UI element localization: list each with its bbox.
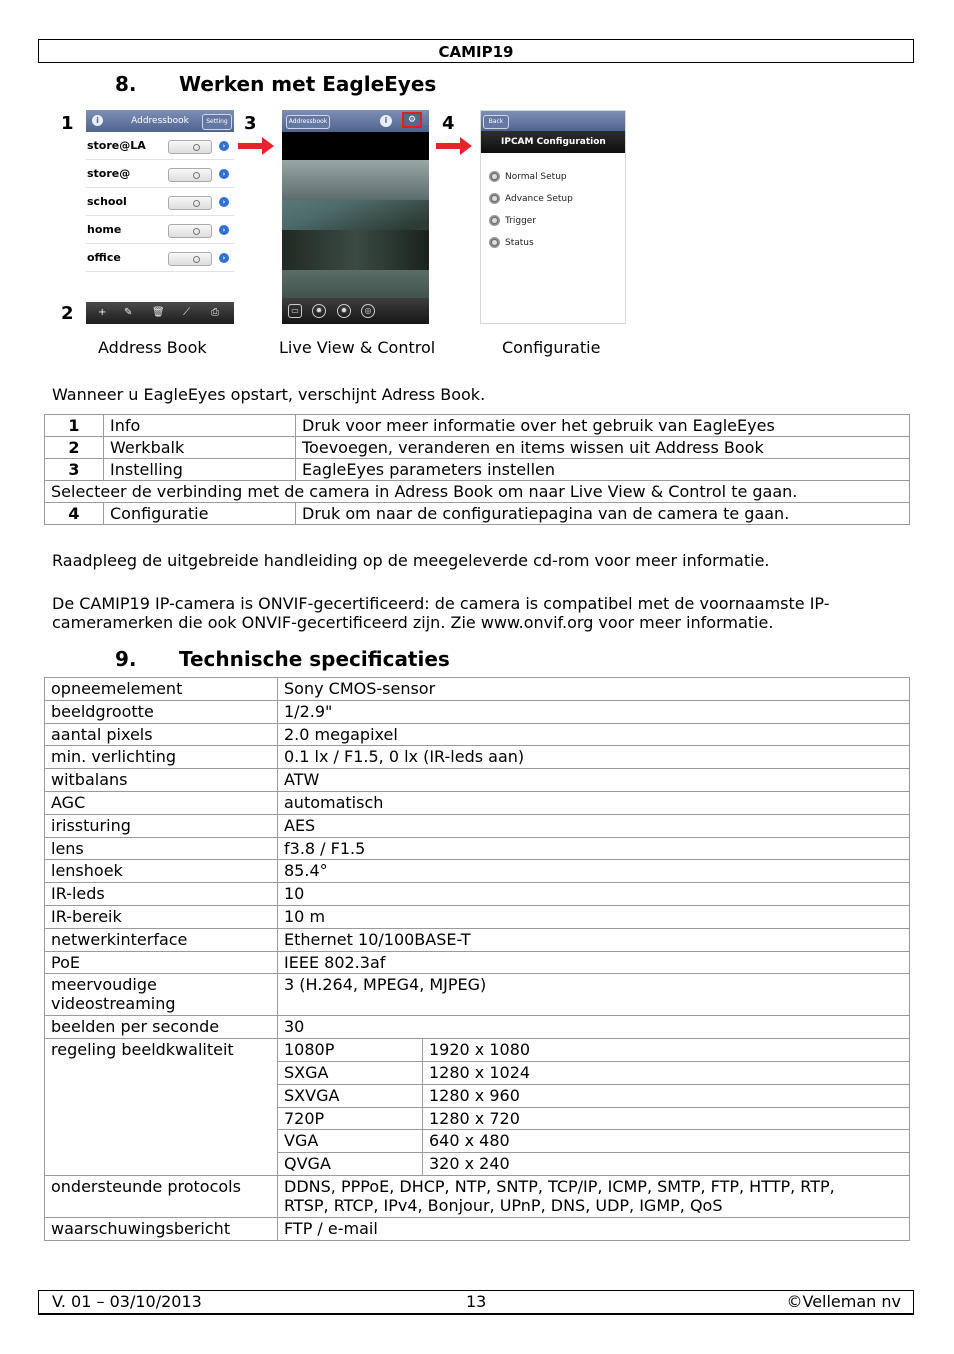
quality-resolution: 320 x 240 <box>423 1153 910 1176</box>
edit-icon[interactable]: ✎ <box>124 307 133 318</box>
table-row <box>45 837 910 860</box>
section-8-heading <box>115 72 436 96</box>
quality-mode: 1080P <box>278 1039 423 1062</box>
spec-label: beelden per seconde <box>45 1016 278 1039</box>
spec-label: witbalans <box>45 769 278 792</box>
print-icon[interactable]: ⎙ <box>211 307 219 318</box>
quality-resolution: 1920 x 1080 <box>423 1039 910 1062</box>
table-row <box>45 928 910 951</box>
table-row <box>45 791 910 814</box>
address-book-entry[interactable] <box>86 132 234 160</box>
live-view-screenshot <box>282 110 429 324</box>
address-book-screenshot <box>86 110 234 324</box>
legend-number: 2 <box>45 437 104 459</box>
entry-toggle[interactable] <box>168 196 212 210</box>
legend-description: Druk om naar de configuratiepagina van de camera te gaan. <box>296 503 910 525</box>
entry-label: store@LA <box>87 139 146 152</box>
table-row <box>45 1016 910 1039</box>
section-title: Technische specificaties <box>179 647 450 671</box>
spec-label: lens <box>45 837 278 860</box>
info-icon[interactable]: i <box>380 115 392 127</box>
config-titlebar <box>481 111 625 131</box>
live-view-toolbar <box>282 298 429 324</box>
spec-value: 2.0 megapixel <box>278 723 910 746</box>
legend-name: Configuratie <box>104 503 296 525</box>
quality-mode: VGA <box>278 1130 423 1153</box>
table-row <box>45 503 910 525</box>
address-book-titlebar <box>86 110 234 132</box>
onvif-paragraph-line-1: De CAMIP19 IP-camera is ONVIF-gecertificeerd: de camera is compatibel met de voornaamste IP- <box>52 594 830 613</box>
page-number: 13 <box>466 1292 487 1311</box>
info-icon[interactable]: i <box>92 115 103 126</box>
manual-paragraph: Raadpleeg de uitgebreide handleiding op de meegeleverde cd-rom voor meer informatie. <box>52 551 770 570</box>
config-title: IPCAM Configuration <box>481 131 625 153</box>
legend-note: Selecteer de verbinding met de camera in Adress Book om naar Live View & Control te gaan. <box>45 481 910 503</box>
arrow-right-icon <box>238 143 264 149</box>
legend-description: EagleEyes parameters instellen <box>296 459 910 481</box>
spec-value: f3.8 / F1.5 <box>278 837 910 860</box>
figure-number-1: 1 <box>61 113 74 134</box>
legend-name: Info <box>104 415 296 437</box>
page-footer <box>38 1290 914 1315</box>
table-row <box>45 1175 910 1217</box>
chevron-right-icon[interactable]: › <box>219 225 229 235</box>
entry-toggle[interactable] <box>168 252 212 266</box>
table-row <box>45 481 910 503</box>
entry-toggle[interactable] <box>168 140 212 154</box>
protocols-line: DDNS, PPPoE, DHCP, NTP, SNTP, TCP/IP, ICMP, SMTP, FTP, HTTP, RTP, <box>284 1176 835 1196</box>
legend-name: Instelling <box>104 459 296 481</box>
spec-value: ATW <box>278 769 910 792</box>
target-icon[interactable]: ◎ <box>361 304 375 318</box>
entry-label: home <box>87 223 122 236</box>
legend-table <box>44 414 910 525</box>
quality-resolution: 1280 x 960 <box>423 1084 910 1107</box>
spec-value: 10 <box>278 883 910 906</box>
figure-number-4: 4 <box>442 113 455 134</box>
spec-label-line: videostreaming <box>51 994 176 1014</box>
chevron-right-icon[interactable]: › <box>219 169 229 179</box>
gear-icon <box>489 171 500 182</box>
table-row <box>45 459 910 481</box>
table-row <box>45 905 910 928</box>
brightness-icon[interactable]: ✹ <box>312 304 326 318</box>
gear-icon <box>489 237 500 248</box>
caption-configuration: Configuratie <box>502 338 601 357</box>
protocols-line: RTSP, RTCP, IPv4, Bonjour, UPnP, DNS, UDP, IGMP, QoS <box>284 1195 723 1215</box>
entry-toggle[interactable] <box>168 168 212 182</box>
legend-name: Werkbalk <box>104 437 296 459</box>
address-book-entry[interactable] <box>86 244 234 272</box>
live-view-titlebar <box>282 110 429 132</box>
spec-label: IR-leds <box>45 883 278 906</box>
table-row <box>45 415 910 437</box>
spec-value: 3 (H.264, MPEG4, MJPEG) <box>278 974 910 1016</box>
spec-label: lenshoek <box>45 860 278 883</box>
spec-label: aantal pixels <box>45 723 278 746</box>
entry-label: office <box>87 251 121 264</box>
table-row <box>45 723 910 746</box>
figure-number-3: 3 <box>244 113 257 134</box>
spec-label-line: meervoudige <box>51 975 157 995</box>
quality-mode: SXGA <box>278 1061 423 1084</box>
spec-value: 0.1 lx / F1.5, 0 lx (IR-leds aan) <box>278 746 910 769</box>
table-row <box>45 746 910 769</box>
spec-label: regeling beeldkwaliteit <box>45 1039 278 1176</box>
caption-address-book: Address Book <box>98 338 207 357</box>
spec-value: AES <box>278 814 910 837</box>
model-name: CAMIP19 <box>438 43 514 61</box>
table-row <box>45 974 910 1016</box>
spec-label: opneemelement <box>45 678 278 701</box>
table-row <box>45 700 910 723</box>
intro-paragraph: Wanneer u EagleEyes opstart, verschijnt Adress Book. <box>52 385 486 404</box>
spec-label <box>45 974 278 1016</box>
addressbook-back-button[interactable]: Addressbook <box>286 115 330 129</box>
config-menu-item[interactable]: Normal Setup <box>489 171 567 182</box>
address-book-entry[interactable] <box>86 160 234 188</box>
quality-mode: QVGA <box>278 1153 423 1176</box>
back-button[interactable]: Back <box>483 115 509 129</box>
spec-label: PoE <box>45 951 278 974</box>
chevron-right-icon[interactable]: › <box>219 141 229 151</box>
table-row <box>45 678 910 701</box>
quality-resolution: 640 x 480 <box>423 1130 910 1153</box>
caption-live-view: Live View & Control <box>279 338 436 357</box>
setting-button[interactable]: Setting <box>202 114 232 130</box>
quality-resolution: 1280 x 720 <box>423 1107 910 1130</box>
address-book-entry[interactable] <box>86 216 234 244</box>
table-row <box>45 814 910 837</box>
configuration-screenshot <box>480 110 626 324</box>
quality-mode: SXVGA <box>278 1084 423 1107</box>
spec-value: 30 <box>278 1016 910 1039</box>
entry-label: store@ <box>87 167 131 180</box>
address-book-entry[interactable] <box>86 188 234 216</box>
spec-value: FTP / e-mail <box>278 1217 910 1240</box>
address-book-toolbar <box>86 302 234 324</box>
chevron-right-icon[interactable]: › <box>219 253 229 263</box>
spec-label: AGC <box>45 791 278 814</box>
figure-number-2: 2 <box>61 303 74 324</box>
config-menu-item[interactable]: Status <box>489 237 534 248</box>
gear-icon <box>489 193 500 204</box>
section-number: 8. <box>115 72 137 96</box>
copyright: ©Velleman nv <box>786 1292 901 1311</box>
quality-resolution: 1280 x 1024 <box>423 1061 910 1084</box>
chart-icon[interactable]: ⟋ <box>183 307 190 318</box>
settings-icon[interactable]: ✹ <box>337 304 351 318</box>
table-row <box>45 437 910 459</box>
entry-label: school <box>87 195 127 208</box>
spec-value: automatisch <box>278 791 910 814</box>
table-row <box>45 769 910 792</box>
page-header <box>38 39 914 63</box>
gear-icon[interactable]: ⚙ <box>402 112 422 128</box>
config-menu-item[interactable]: Trigger <box>489 215 536 226</box>
table-row <box>45 951 910 974</box>
spec-label: min. verlichting <box>45 746 278 769</box>
snapshot-icon[interactable]: ▭ <box>288 304 302 318</box>
spec-value: Ethernet 10/100BASE-T <box>278 928 910 951</box>
chevron-right-icon[interactable]: › <box>219 197 229 207</box>
gear-icon <box>489 215 500 226</box>
spec-label: IR-bereik <box>45 905 278 928</box>
spec-value: 1/2.9" <box>278 700 910 723</box>
table-row <box>45 883 910 906</box>
address-book-title: Addressbook <box>131 116 189 126</box>
onvif-paragraph-line-2: cameramerken die ook ONVIF-gecertificeerd zijn. Zie www.onvif.org voor meer informatie. <box>52 613 774 632</box>
specifications-table <box>44 677 910 1241</box>
legend-description: Druk voor meer informatie over het gebruik van EagleEyes <box>296 415 910 437</box>
legend-number: 1 <box>45 415 104 437</box>
entry-toggle[interactable] <box>168 224 212 238</box>
section-number: 9. <box>115 647 137 671</box>
table-row <box>45 1217 910 1240</box>
table-row <box>45 860 910 883</box>
table-row <box>45 1039 910 1062</box>
legend-number: 3 <box>45 459 104 481</box>
quality-mode: 720P <box>278 1107 423 1130</box>
arrow-right-icon <box>436 143 462 149</box>
legend-number: 4 <box>45 503 104 525</box>
spec-value <box>278 1175 910 1217</box>
section-title: Werken met EagleEyes <box>179 72 437 96</box>
spec-value: 10 m <box>278 905 910 928</box>
version-date: V. 01 – 03/10/2013 <box>52 1292 202 1311</box>
camera-video-feed <box>282 160 429 298</box>
spec-value: Sony CMOS-sensor <box>278 678 910 701</box>
spec-label: irissturing <box>45 814 278 837</box>
spec-value: IEEE 802.3af <box>278 951 910 974</box>
config-menu-item[interactable]: Advance Setup <box>489 193 573 204</box>
spec-value: 85.4° <box>278 860 910 883</box>
spec-label: netwerkinterface <box>45 928 278 951</box>
trash-icon[interactable]: 🗑 <box>152 307 165 318</box>
add-icon[interactable]: + <box>98 307 107 318</box>
spec-label: ondersteunde protocols <box>45 1175 278 1217</box>
spec-label: waarschuwingsbericht <box>45 1217 278 1240</box>
section-9-heading <box>115 647 450 671</box>
spec-label: beeldgrootte <box>45 700 278 723</box>
legend-description: Toevoegen, veranderen en items wissen uit Address Book <box>296 437 910 459</box>
